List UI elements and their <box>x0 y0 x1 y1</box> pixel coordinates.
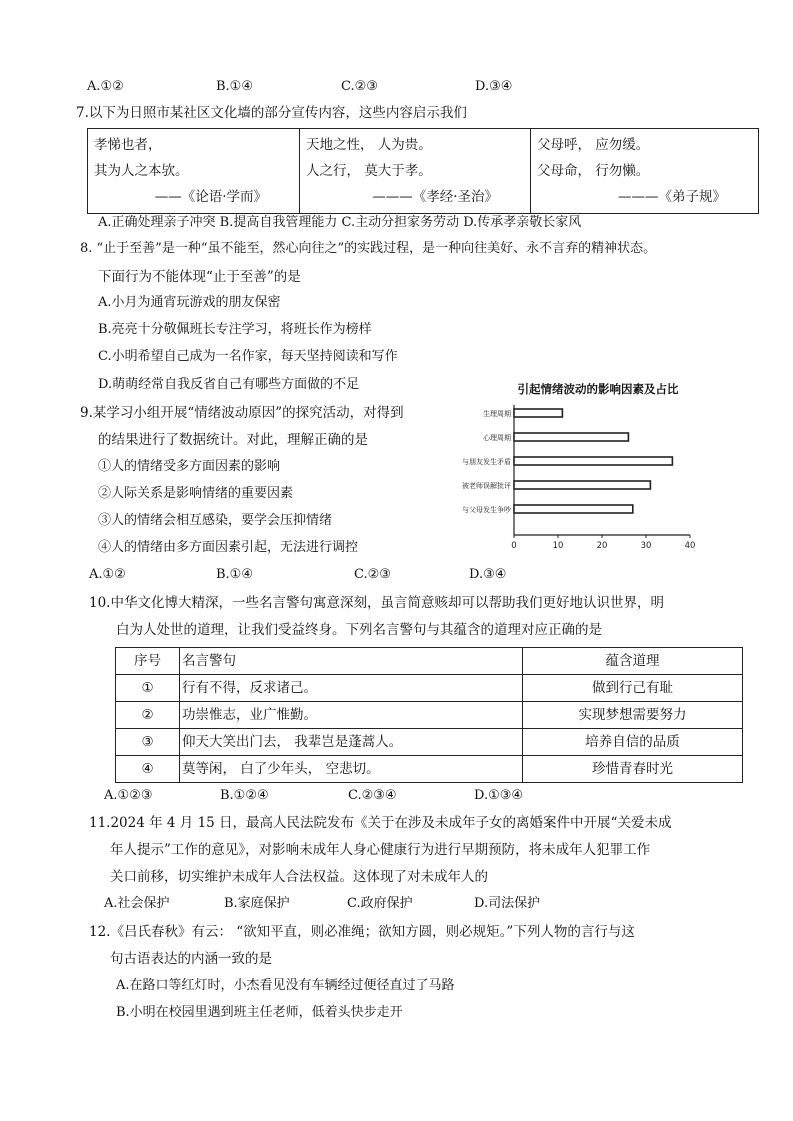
q10-row-3-proverb: 仰天大笑出门去， 我辈岂是蓬蒿人。 <box>180 729 523 756</box>
q6-option-a: A.①② <box>87 79 124 94</box>
q12-stem-line-2: 句古语表达的内涵一致的是 <box>110 951 272 967</box>
table-row <box>116 756 743 783</box>
q9-item-2: ②人际关系是影响情绪的重要因素 <box>98 486 294 501</box>
q12-stem-line-1: 12.《吕氏春秋》有云： “欲知平直，则必准绳；欲知方圆，则必规矩。”下列人物的言行与这 <box>89 924 635 940</box>
chart-x-tick-label: 10 <box>552 541 564 551</box>
q9-option-d: D.③④ <box>469 567 507 582</box>
chart-bar <box>514 409 562 417</box>
q7-cell-1-source: ——《论语·学而》 <box>154 189 267 205</box>
q10-row-1-meaning: 做到行己有耻 <box>523 675 743 702</box>
q8-option-b: B.亮亮十分敬佩班长专注学习，将班长作为榜样 <box>98 322 372 337</box>
q7-quote-cell-1 <box>88 129 300 214</box>
q7-quote-cell-3 <box>531 129 759 214</box>
table-row <box>116 702 743 729</box>
emotion-factors-bar-chart <box>448 378 708 551</box>
chart-x-tick-label: 30 <box>640 541 652 551</box>
q10-proverb-table <box>115 647 743 783</box>
q10-header-index: 序号 <box>116 648 180 675</box>
table-row <box>116 675 743 702</box>
chart-x-tick-label: 20 <box>596 541 608 551</box>
q10-row-2-index: ② <box>116 702 180 729</box>
chart-x-tick-label: 40 <box>684 541 696 551</box>
q7-cell-3-line-2: 父母命， 行勿懒。 <box>537 163 650 179</box>
q10-stem-line-2: 白为人处世的道理，让我们受益终身。下列名言警句与其蕴含的道理对应正确的是 <box>116 622 602 638</box>
q9-item-1: ①人的情绪受多方面因素的影响 <box>98 459 281 474</box>
q10-option-b: B.①②④ <box>220 788 269 803</box>
q11-option-c: C.政府保护 <box>347 896 413 911</box>
q10-row-1-proverb: 行有不得，反求诸己。 <box>180 675 523 702</box>
q10-row-4-index: ④ <box>116 756 180 783</box>
q9-option-c: C.②③ <box>354 567 391 582</box>
q11-option-a: A.社会保护 <box>104 896 170 911</box>
q9-stem-line-1: 9.某学习小组开展“情绪波动原因”的探究活动，对得到 <box>80 405 404 421</box>
q10-header-proverb: 名言警句 <box>180 648 523 675</box>
q11-stem-line-1: 11.2024 年 4 月 15 日，最高人民法院发布《关于在涉及未成年子女的离婚案件中开展“关爱未成 <box>89 815 672 831</box>
chart-bar <box>514 433 628 441</box>
q10-row-1-index: ① <box>116 675 180 702</box>
q9-stem-line-2: 的结果进行了数据统计。对此，理解正确的是 <box>98 432 368 448</box>
chart-category-label: 被老师误解批评 <box>462 482 511 490</box>
q10-option-d: D.①③④ <box>474 788 524 803</box>
q7-quote-table <box>87 128 759 214</box>
q8-option-c: C.小明希望自己成为一名作家，每天坚持阅读和写作 <box>98 349 398 364</box>
q7-quote-cell-2 <box>300 129 531 214</box>
q9-item-3: ③人的情绪会相互感染，要学会压抑情绪 <box>98 513 333 528</box>
chart-bar <box>514 457 672 465</box>
chart-title: 引起情绪波动的影响因素及占比 <box>517 382 679 396</box>
q7-cell-3-line-1: 父母呼， 应勿缓。 <box>537 137 650 153</box>
chart-category-label: 生理周期 <box>483 410 511 418</box>
q8-stem-line-2: 下面行为不能体现“止于至善”的是 <box>98 269 301 285</box>
q6-option-d: D.③④ <box>475 79 513 94</box>
chart-category-label: 与朋友发生矛盾 <box>462 458 511 466</box>
q6-option-c: C.②③ <box>341 79 378 94</box>
chart-x-tick-label: 0 <box>511 541 517 551</box>
q10-row-2-proverb: 功崇惟志，业广惟勤。 <box>180 702 523 729</box>
table-row <box>116 729 743 756</box>
q10-row-2-meaning: 实现梦想需要努力 <box>523 702 743 729</box>
q9-item-4: ④人的情绪由多方面因素引起，无法进行调控 <box>98 540 359 555</box>
q11-option-d: D.司法保护 <box>474 896 541 911</box>
q12-option-a: A.在路口等红灯时，小杰看见没有车辆经过便径直过了马路 <box>116 978 455 993</box>
q10-header-meaning: 蕴含道理 <box>523 648 743 675</box>
q10-row-4-meaning: 珍惜青春时光 <box>523 756 743 783</box>
q8-option-d: D.萌萌经常自我反省自己有哪些方面做的不足 <box>98 377 360 392</box>
q10-row-3-index: ③ <box>116 729 180 756</box>
q7-cell-2-line-2: 人之行， 莫大于孝。 <box>306 163 432 179</box>
q7-cell-1-line-1: 孝悌也者， <box>94 137 162 153</box>
chart-category-label: 心理周期 <box>483 434 511 442</box>
q11-stem-line-3: 关口前移，切实维护未成年人合法权益。这体现了对未成年人的 <box>110 869 488 885</box>
q7-stem: 7.以下为日照市某社区文化墙的部分宣传内容，这些内容启示我们 <box>76 105 467 121</box>
q10-row-3-meaning: 培养自信的品质 <box>523 729 743 756</box>
q10-option-a: A.①②③ <box>104 788 153 803</box>
q11-option-b: B.家庭保护 <box>224 896 290 911</box>
q7-cell-3-source: ———《弟子规》 <box>618 189 726 205</box>
chart-bar <box>514 481 650 489</box>
q11-stem-line-2: 年人提示”工作的意见》，对影响未成年人身心健康行为进行早期预防，将未成年人犯罪工作 <box>110 842 651 858</box>
q10-row-4-proverb: 莫等闲， 白了少年头， 空悲切。 <box>180 756 523 783</box>
q9-option-b: B.①④ <box>216 567 253 582</box>
chart-category-label: 与父母发生争吵 <box>462 506 511 514</box>
q8-option-a: A.小月为通宵玩游戏的朋友保密 <box>98 295 281 310</box>
q7-cell-2-source: ———《孝经·圣治》 <box>372 189 498 205</box>
q6-option-b: B.①④ <box>216 79 253 94</box>
q9-option-a: A.①② <box>89 567 126 582</box>
q7-cell-1-line-2: 其为人之本欤。 <box>94 163 189 179</box>
q8-stem-line-1: 8. “止于至善”是一种“虽不能至，然心向往之”的实践过程，是一种向往美好、永不言弃的精神状态。 <box>80 241 657 256</box>
q10-option-c: C.②③④ <box>348 788 397 803</box>
q7-options: A.正确处理亲子冲突 B.提高自我管理能力 C.主动分担家务劳动 D.传承孝亲敬长家风 <box>98 215 582 230</box>
q12-option-b: B.小明在校园里遇到班主任老师，低着头快步走开 <box>116 1005 403 1020</box>
q7-cell-2-line-1: 天地之性， 人为贵。 <box>306 137 432 153</box>
q10-stem-line-1: 10.中华文化博大精深，一些名言警句寓意深刻，虽言简意赅却可以帮助我们更好地认识世界，明 <box>89 595 664 611</box>
q10-table-header-row <box>116 648 743 675</box>
chart-bar <box>514 505 633 513</box>
